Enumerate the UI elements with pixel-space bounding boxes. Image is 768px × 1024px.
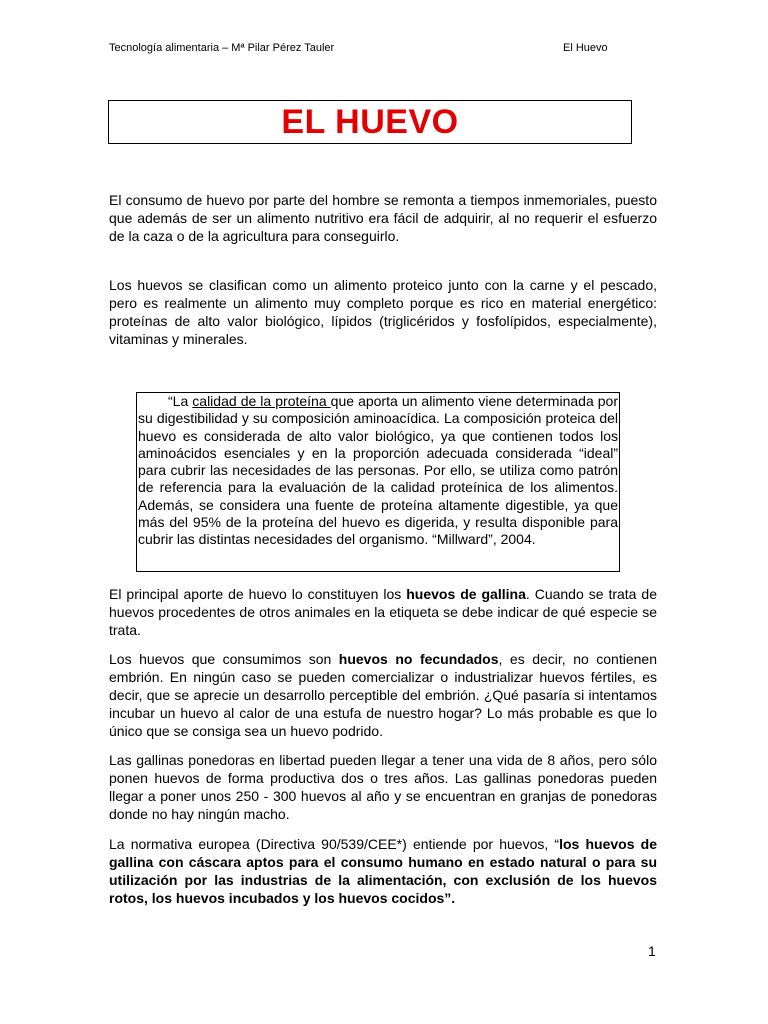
p4-part-a: Los huevos que consumimos son	[109, 651, 339, 667]
quote-rest: que aporta un alimento viene determinada por su digestibilidad y su composición aminoacídica. La composición proteica del huevo es considerada de alto valor biológico, ya que contienen todos los aminoácidos esenciales y en la proporción adecuada considerada “ideal” para cubrir las necesidades de las personas. Por ello, se utiliza como patrón de referencia para la evaluación de la calidad proteínica de los alimentos. Además, se considera una fuente de proteína altamente digestible, ya que más del 95% de la proteína del huevo es digerida, y resulta disponible para cubrir las distintas necesidades del organismo. “Millward”, 2004.	[138, 393, 619, 548]
quote-open: “La	[168, 393, 193, 409]
p4-bold: huevos no fecundados	[338, 651, 499, 667]
p3-part-a: El principal aporte de huevo lo constituyen los	[109, 586, 407, 602]
header-right-text: El Huevo	[563, 42, 608, 54]
p6-part-a: La normativa europea (Directiva 90/539/CEE*) entiende por huevos, “	[109, 836, 560, 852]
header-left-text: Tecnología alimentaria – Mª Pilar Pérez Tauler	[109, 42, 335, 54]
paragraph-regulation	[109, 835, 657, 907]
paragraph-classification: Los huevos se clasifican como un alimento proteico junto con la carne y el pescado, pero es realmente un alimento muy completo porque es rico en material energético: proteínas de alto valor biológico, lípidos (triglicéridos y fosfolípidos, especialmente), vitaminas y minerales.	[109, 277, 657, 347]
paragraph-main-contribution	[109, 585, 657, 639]
p6-bold: los huevos de gallina con cáscara aptos para el consumo humano en estado natural o para su utilización por las industrias de la alimentación, con exclusión de los huevos rotos, los huevos incubados y los huevos cocidos”.	[109, 836, 657, 906]
quote-underlined: calidad de la proteína	[192, 393, 331, 409]
paragraph-intro: El consumo de huevo por parte del hombre se remonta a tiempos inmemoriales, puesto que además de ser un alimento nutritivo era fácil de adquirir, al no requerir el esfuerzo de la caza o de la agricultura para conseguirlo.	[109, 192, 657, 244]
p3-bold: huevos de gallina	[406, 586, 526, 602]
p3-part-c: . Cuando se trata de huevos procedentes de otros animales en la etiqueta se debe indicar de qué especie se trata.	[109, 586, 657, 638]
title-box	[108, 100, 632, 144]
page-number: 1	[648, 943, 656, 959]
quote-text	[138, 393, 618, 549]
paragraph-laying-hens: Las gallinas ponedoras en libertad pueden llegar a tener una vida de 8 años, pero sólo ponen huevos de forma productiva dos o tres años. Las gallinas ponedoras pueden llegar a poner unos 250 - 300 huevos al año y se encuentran en granjas de ponedoras donde no hay ningún macho.	[109, 752, 657, 822]
paragraph-unfertilized	[109, 650, 657, 740]
page-title: EL HUEVO	[281, 102, 459, 141]
quote-box	[136, 392, 620, 572]
p4-part-c: , es decir, no contienen embrión. En ningún caso se pueden comercializar o industrializar huevos fértiles, es decir, que se aprecie un desarrollo perceptible del embrión. ¿Qué pasaría si intentamos incubar un huevo al calor de una estufa de nuestro hogar? Lo más probable es que lo único que se consiga sea un huevo podrido.	[109, 651, 657, 739]
